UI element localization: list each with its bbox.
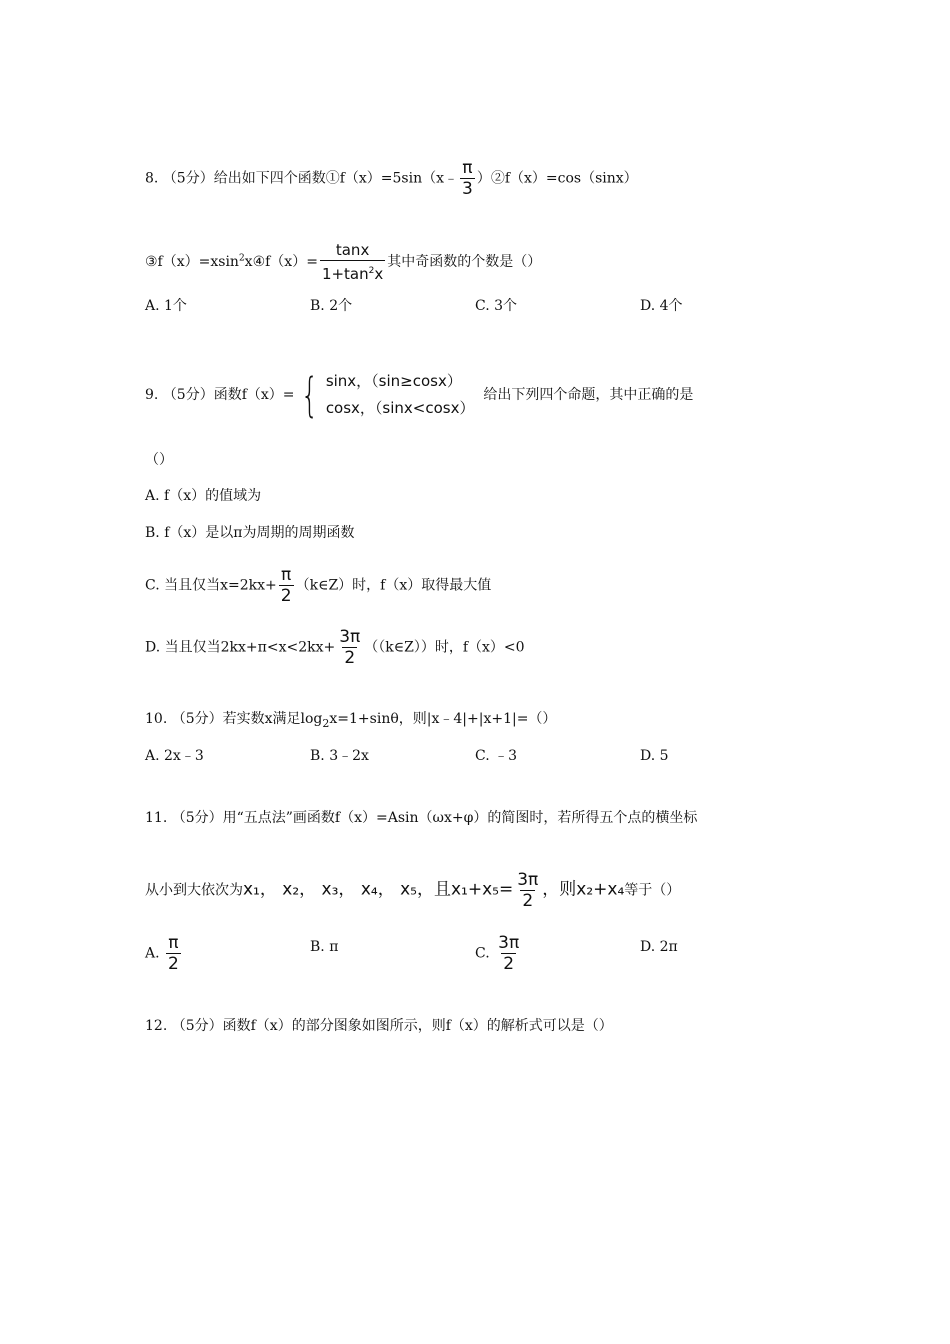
q8-line2: ③f（x）=xsin$^2$x④f（x）= $\frac{\tan x}{1+\tan^2x}$ 其中奇函数的个数是（） xyxy=(145,241,542,283)
q10-line: 10. （5分）若实数x满足$\log_2x=1+\sin\theta$，则|x﹣4|+|x+1|=（） xyxy=(145,711,557,730)
q11-line2: 从小到大依次为x₁， x₂， x₃， x₄， x₅，且x₁+x₅= $\frac{3\pi}{2}$ ，则x₂+x₄等于（） xyxy=(145,870,681,911)
q8-option-d: D. 4个 xyxy=(640,298,683,314)
q8-line1 xyxy=(145,158,638,199)
q9-option-c-fraction: $\frac{\pi}{2}$ xyxy=(280,565,292,606)
q8-fraction-tan: $\frac{\tan x}{1+\tan^2x}$ xyxy=(321,241,384,283)
q11-option-d: D. 2π xyxy=(640,939,678,955)
q10-option-d: D. 5 xyxy=(640,748,669,764)
q11-fraction: $\frac{3\pi}{2}$ xyxy=(517,870,539,911)
q9-option-a: A. f（x）的值域为 xyxy=(145,488,262,504)
q9-option-b: B. f（x）是以π为周期的周期函数 xyxy=(145,525,355,541)
q9-option-c: C. 当且仅当x=2kx+ $\frac{\pi}{2}$ （k∈Z）时，f（x）取得最大值 xyxy=(145,565,492,606)
q9-paren: （） xyxy=(145,452,173,468)
q8-lead: 8. （5分）给出如下四个函数①f（x）=5sin（x﹣ xyxy=(145,170,459,187)
q11-option-a: A. $\frac{\pi}{2}$ xyxy=(145,933,179,974)
q8-option-b: B. 2个 xyxy=(310,298,353,314)
q9-option-d-fraction: $\frac{3\pi}{2}$ xyxy=(339,627,361,668)
q10-option-b: B. 3﹣2x xyxy=(310,748,369,764)
q10-option-c: C. ﹣3 xyxy=(475,748,518,764)
q8-tail: ）②f（x）=cos（sinx） xyxy=(476,170,638,187)
q8-fraction: $\frac{\pi}{3}$ xyxy=(462,158,473,199)
q11-line1: 11. （5分）用“五点法”画函数f（x）=Asin（ωx+φ）的简图时，若所得五个点的横坐标 xyxy=(145,810,698,826)
q9-option-d: D. 当且仅当2kx+π<x<2kx+ $\frac{3\pi}{2}$ （（k∈Z））时，f（x）<0 xyxy=(145,627,525,668)
q9-line1: 9. （5分）函数f（x）= { sinx，（sin≥cosx） cosx，（sinx<cosx） 给出下列四个命题，其中正确的是 xyxy=(145,368,694,422)
q9-piecewise: { sinx，（sin≥cosx） cosx，（sinx<cosx） xyxy=(300,368,475,422)
q11-option-c: C. $\frac{3\pi}{2}$ xyxy=(475,933,520,974)
q10-option-a: A. 2x﹣3 xyxy=(145,748,204,764)
q8-option-a: A. 1个 xyxy=(145,298,187,314)
q12-line: 12. （5分）函数f（x）的部分图象如图所示，则f（x）的解析式可以是（） xyxy=(145,1018,613,1034)
q8-option-c: C. 3个 xyxy=(475,298,518,314)
q11-option-b: B. π xyxy=(310,939,339,955)
